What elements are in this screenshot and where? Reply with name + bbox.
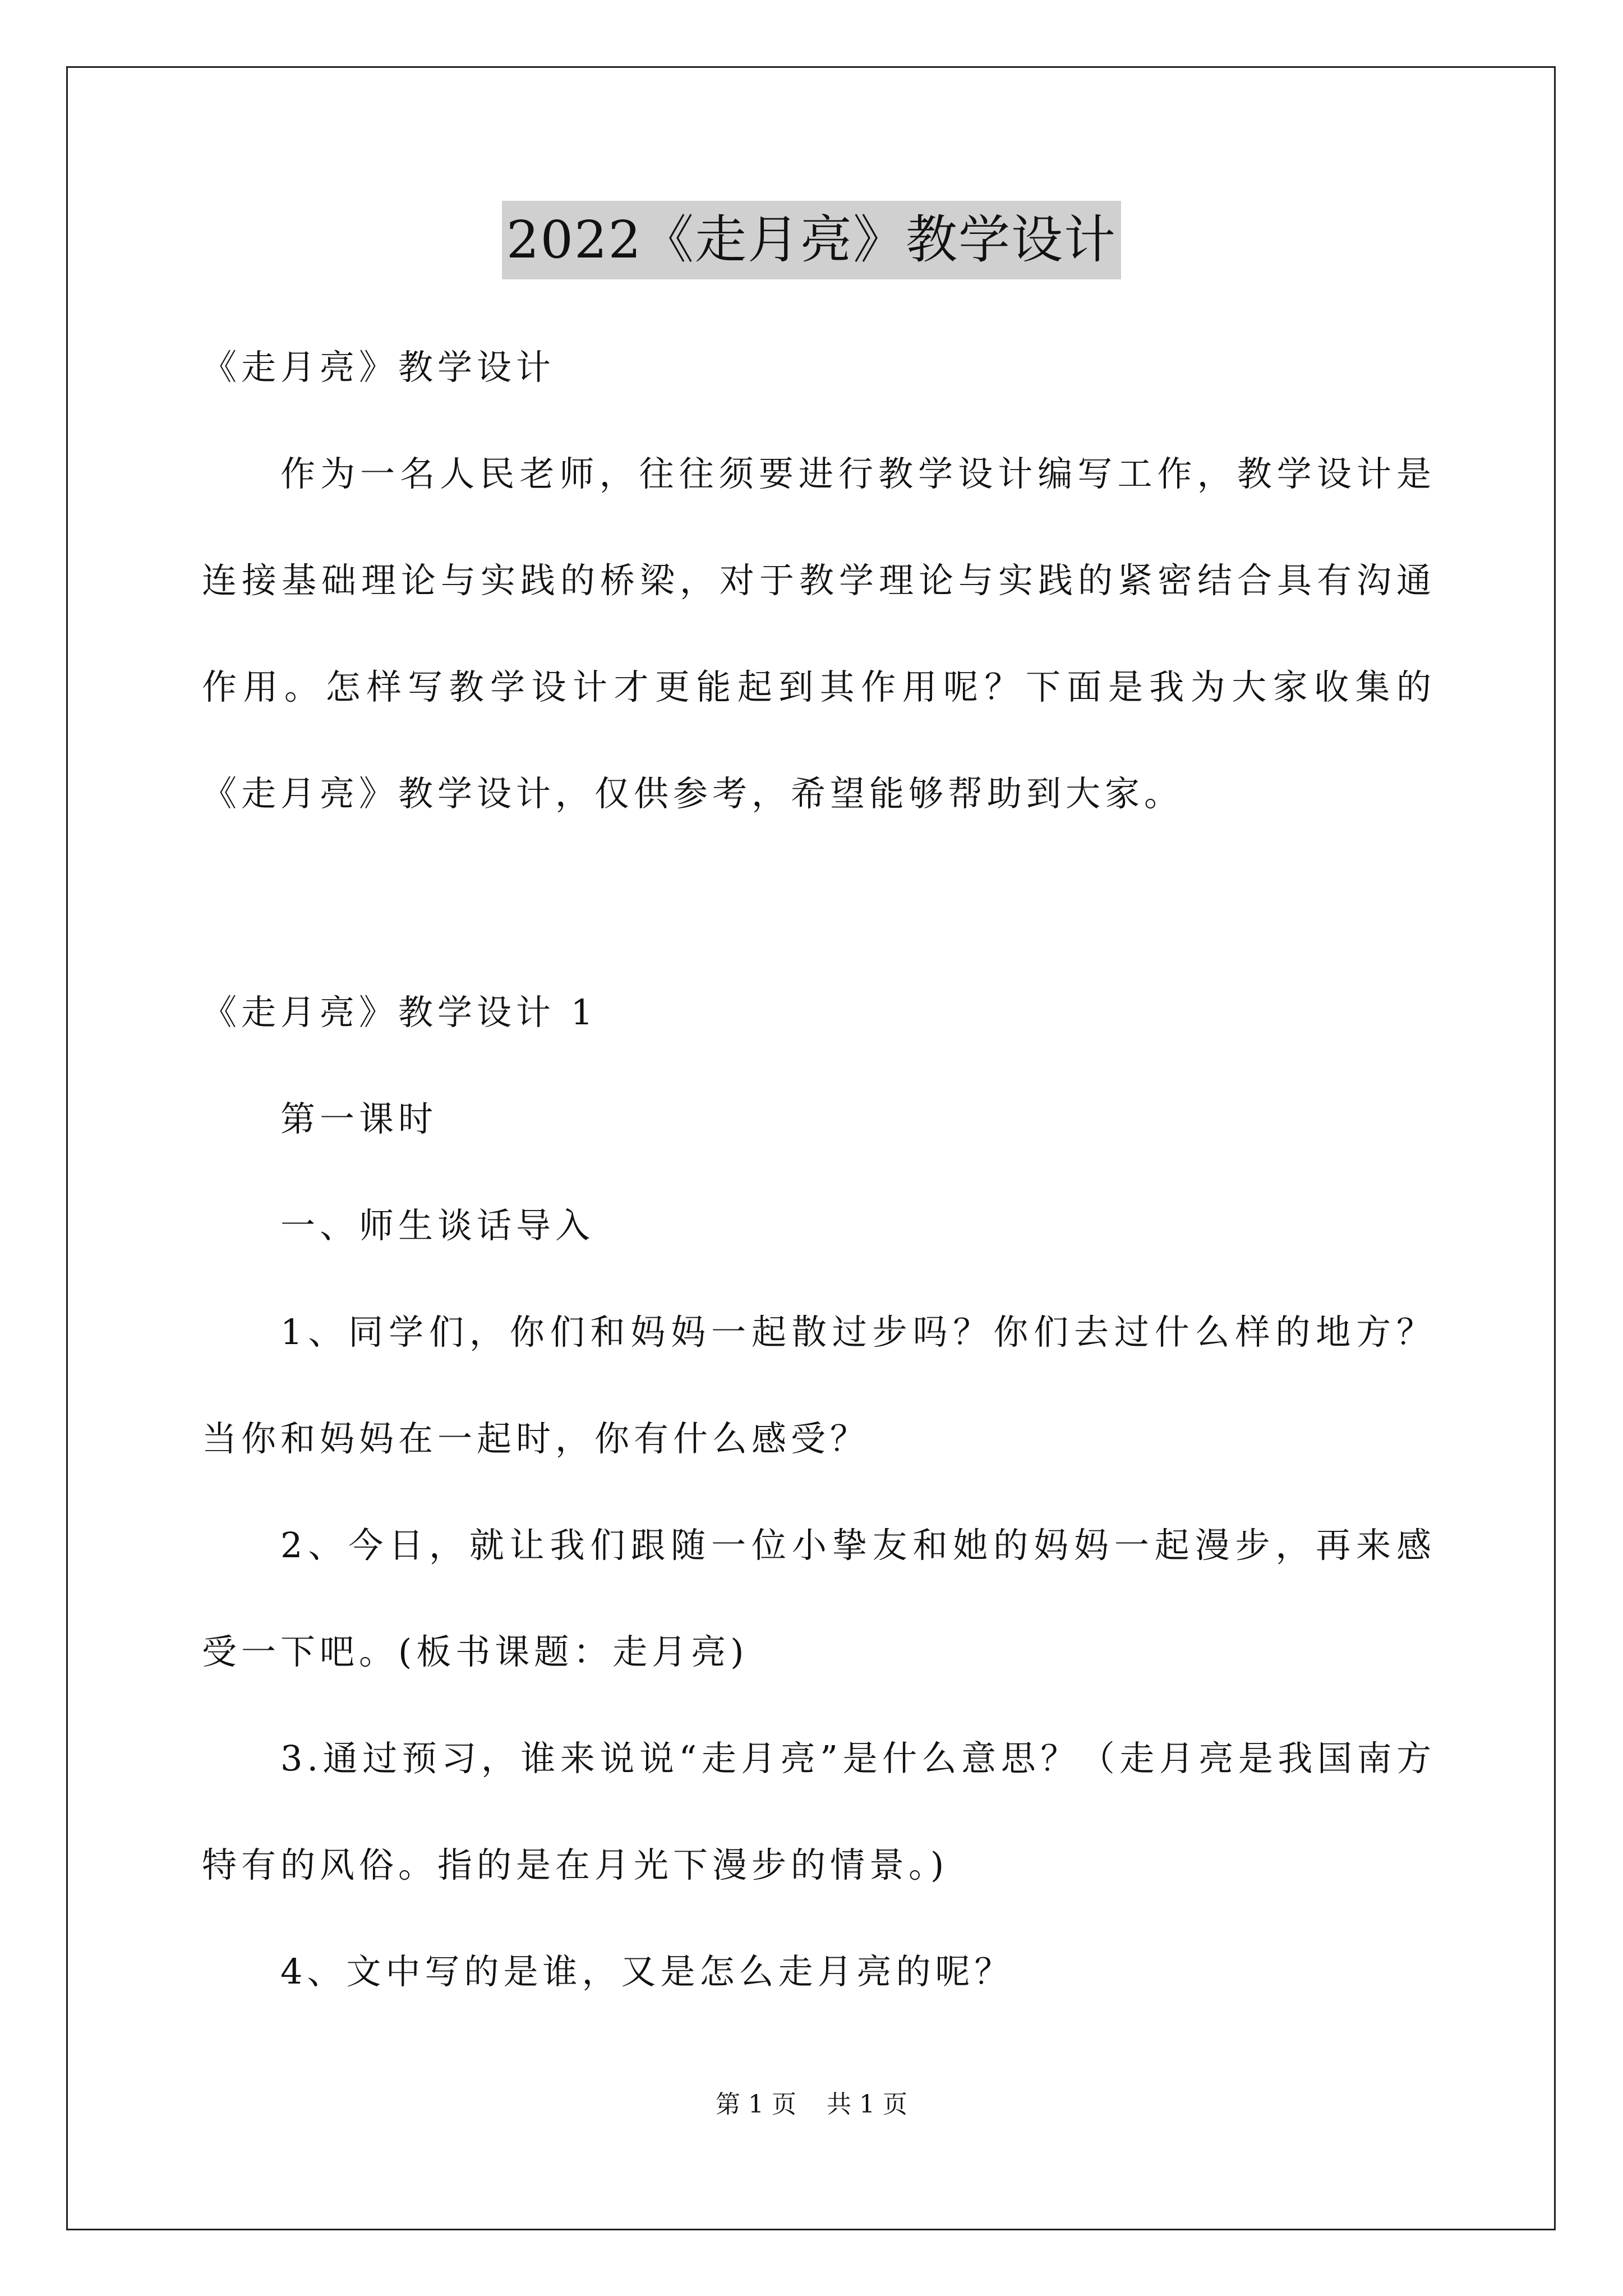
list-item-3: 3.通过预习，谁来说说“走月亮”是什么意思？（走月亮是我国南方特有的风俗。指的是在月光下漫步的情景。): [202, 1738, 1436, 1885]
lesson-label: 第一课时: [280, 1098, 438, 1139]
part-heading: 一、师生谈话导入: [280, 1205, 595, 1246]
section-heading: 《走月亮》教学设计 1: [202, 992, 598, 1033]
page-number-total: 共 1 页: [827, 2090, 907, 2119]
list-item-4: 4、文中写的是谁，又是怎么走月亮的呢？: [280, 1951, 1014, 1992]
document-body: [202, 314, 1436, 2025]
page-footer: [0, 2088, 1623, 2122]
list-item-2: 2、今日，就让我们跟随一位小挚友和她的妈妈一起漫步，再来感受一下吧。(板书课题：走月亮): [202, 1525, 1436, 1672]
page-number-current: 第 1 页: [716, 2090, 796, 2119]
intro-paragraph: 作为一名人民老师，往往须要进行教学设计编写工作，教学设计是连接基础理论与实践的桥梁，对于教学理论与实践的紧密结合具有沟通作用。怎样写教学设计才更能起到其作用呢？下面是我为大家收集的《走月亮》教学设计，仅供参考，希望能够帮助到大家。: [202, 453, 1436, 814]
document-title-text: 2022《走月亮》教学设计: [502, 201, 1121, 279]
section-spacer: [202, 847, 1436, 959]
document-title: [0, 201, 1623, 279]
list-item-1: 1、同学们，你们和妈妈一起散过步吗？你们去过什么样的地方？当你和妈妈在一起时，你有什么感受？: [202, 1312, 1436, 1459]
subtitle: 《走月亮》教学设计: [202, 347, 556, 388]
